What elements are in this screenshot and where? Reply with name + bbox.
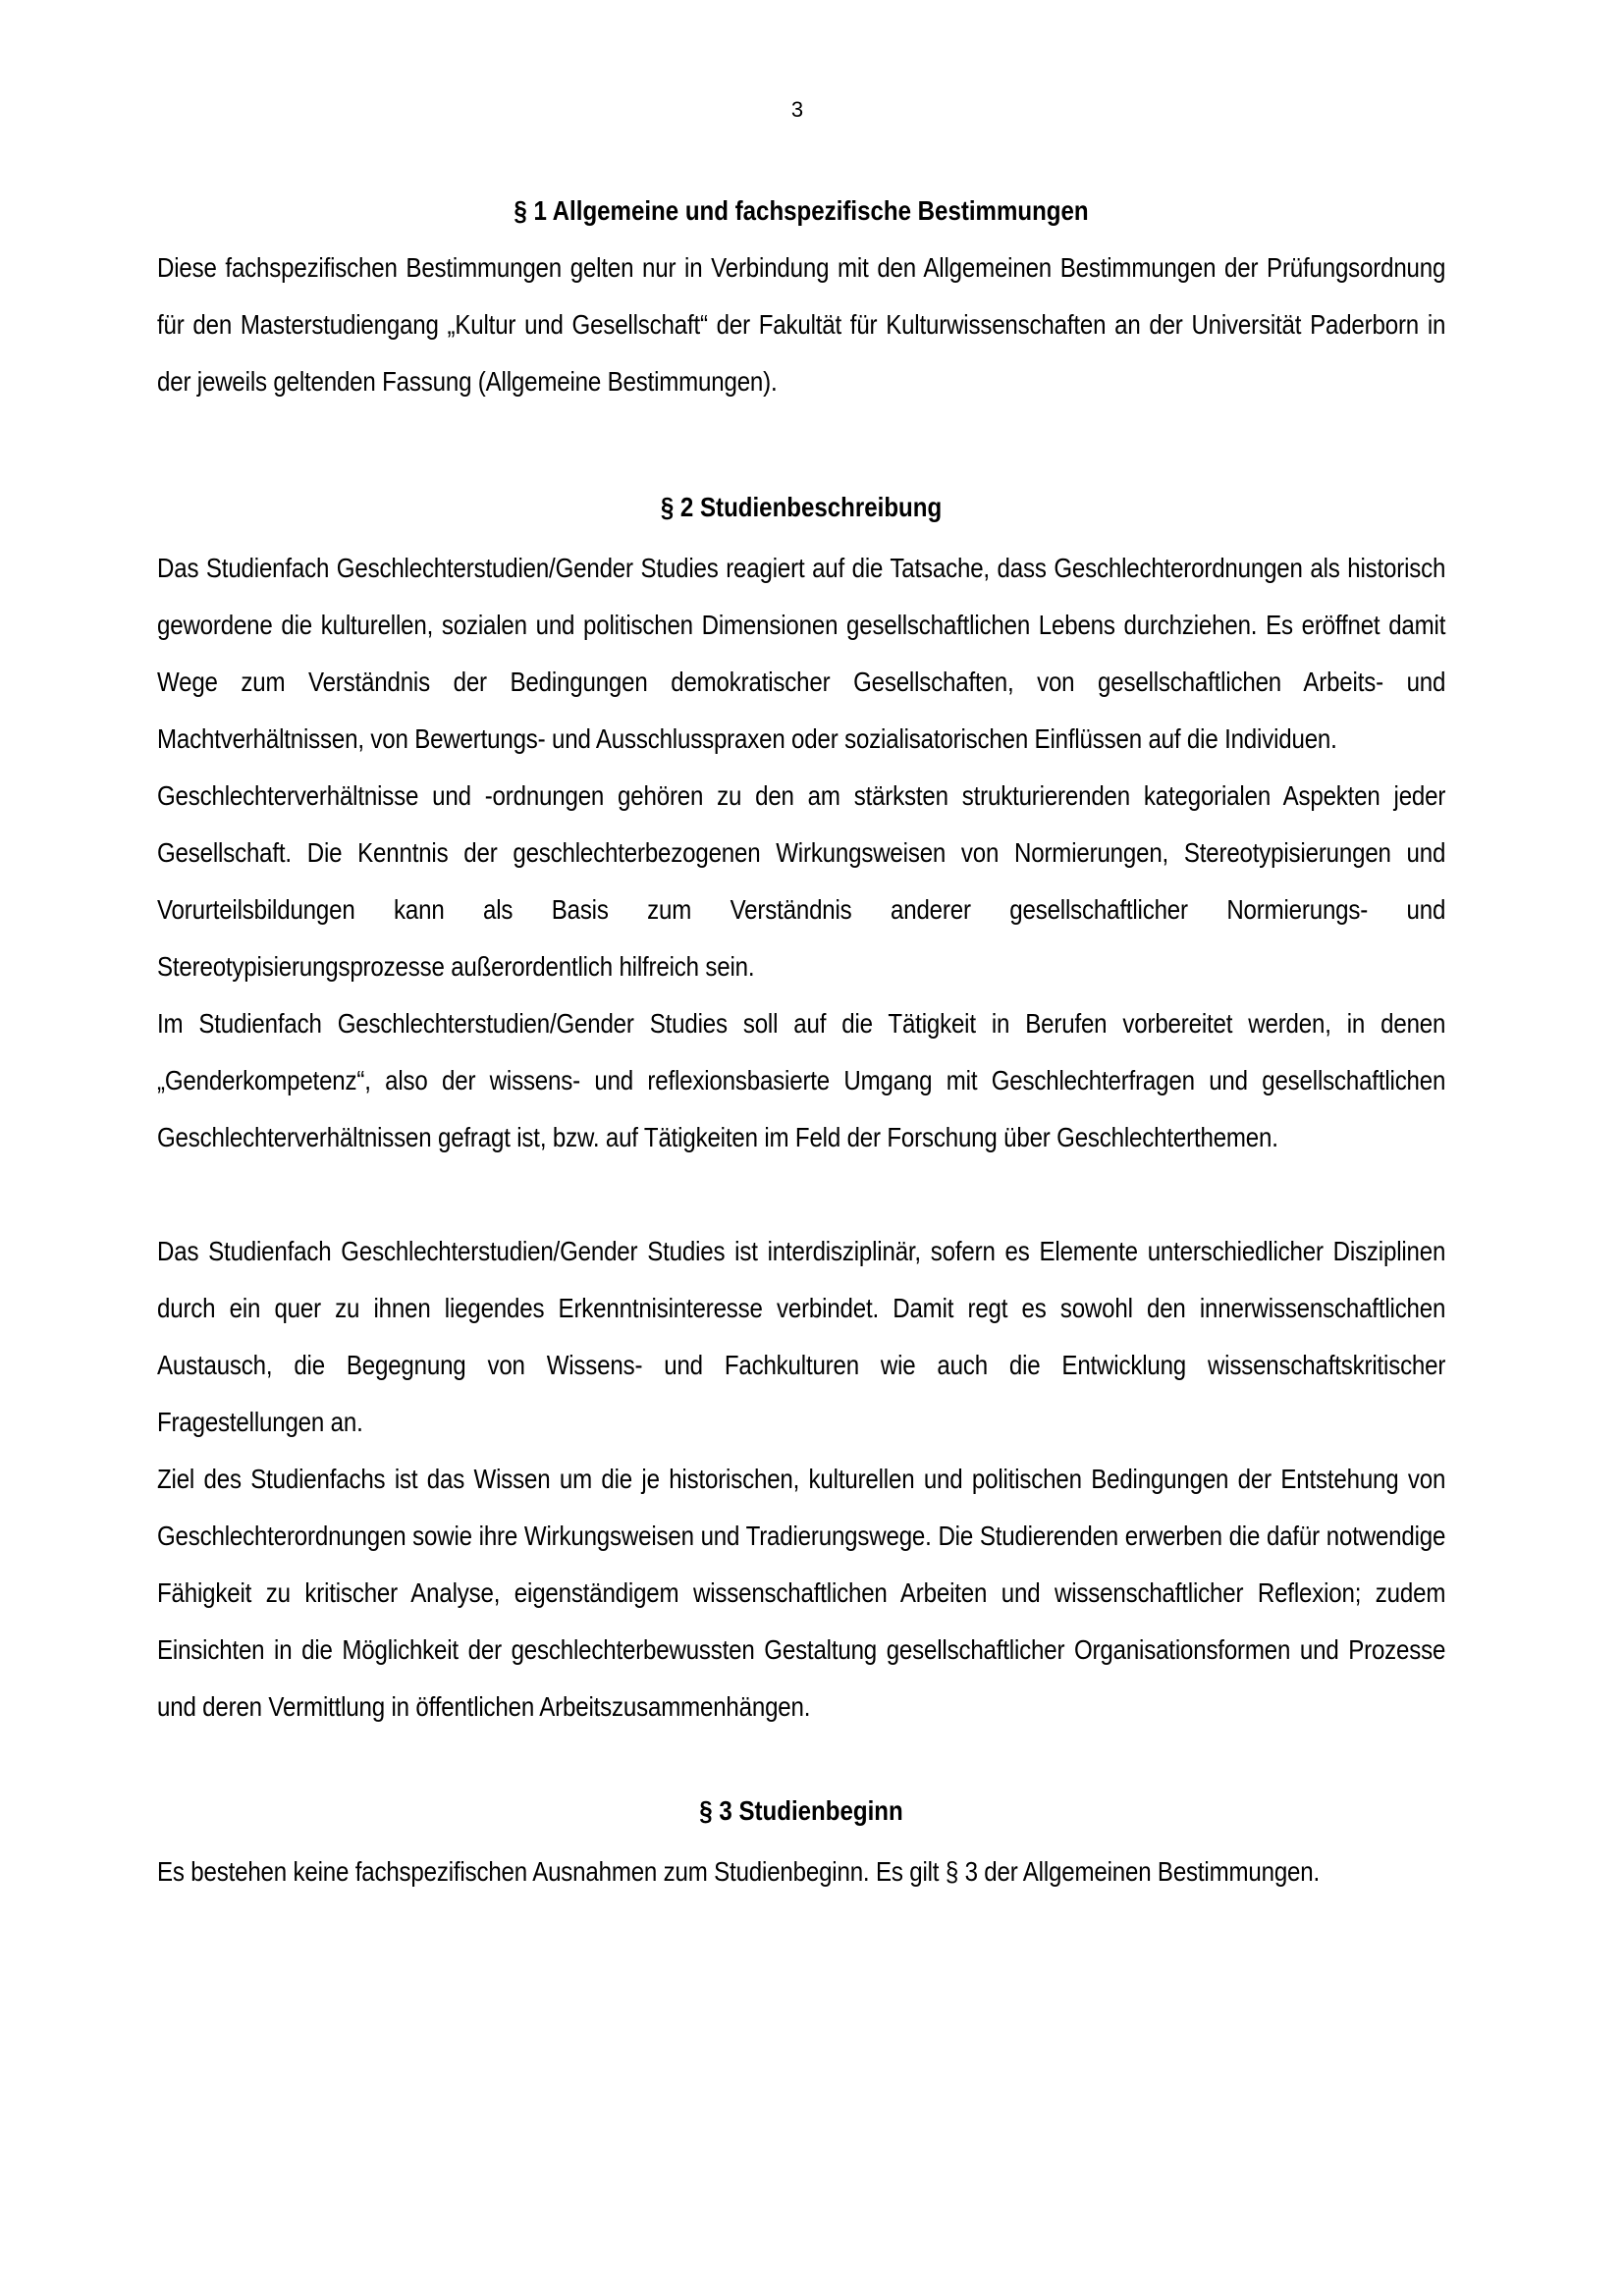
section-1-paragraph-1 bbox=[157, 240, 1445, 410]
document-body bbox=[157, 192, 1445, 1900]
section-2 bbox=[157, 489, 1445, 1735]
section-3-paragraph-1 bbox=[157, 1843, 1445, 1900]
section-2-paragraph-5 bbox=[157, 1451, 1445, 1735]
section-3 bbox=[157, 1792, 1445, 1900]
section-2-heading: § 2 Studienbeschreibung bbox=[660, 492, 943, 522]
page-number: 3 bbox=[790, 97, 804, 122]
section-2-paragraph-3 bbox=[157, 995, 1445, 1166]
section-2-paragraph-1-text: Das Studienfach Geschlechterstudien/Gender Studies reagiert auf die Tatsache, dass Geschlechterordnungen als historisch gewordene die kulturellen, sozialen und politischen Dimensionen gesellschaftlichen Lebens durchziehen. Es eröffnet damit Wege zum Verständnis der Bedingungen demokratischer Gesellschaften, von gesellschaftlichen Arbeits- und Machtverhältnissen, von Bewertungs- und Ausschlusspraxen oder sozialisatorischen Einflüssen auf die Individuen. bbox=[157, 553, 1446, 754]
section-3-heading: § 3 Studienbeginn bbox=[699, 1795, 903, 1826]
section-1-heading: § 1 Allgemeine und fachspezifische Bestimmungen bbox=[514, 195, 1089, 226]
section-2-paragraph-4-text: Das Studienfach Geschlechterstudien/Gender Studies ist interdisziplinär, sofern es Elemente unterschiedlicher Disziplinen durch ein quer zu ihnen liegendes Erkenntnisinteresse verbindet. Damit regt es sowohl den innerwissenschaftlichen Austausch, die Begegnung von Wissens- und Fachkulturen wie auch die Entwicklung wissenschaftskritischer Fragestellungen an. bbox=[157, 1236, 1446, 1437]
section-2-paragraph-4 bbox=[157, 1223, 1445, 1451]
section-2-paragraph-1 bbox=[157, 540, 1445, 768]
section-1 bbox=[157, 192, 1445, 410]
paragraph-spacer bbox=[157, 1166, 1445, 1223]
section-2-paragraph-3-text: Im Studienfach Geschlechterstudien/Gender Studies soll auf die Tätigkeit in Berufen vorbereitet werden, in denen „Genderkompetenz“, also der wissens- und reflexionsbasierte Umgang mit Geschlechterfragen und gesellschaftlichen Geschlechterverhältnissen gefragt ist, bzw. auf Tätigkeiten im Feld der Forschung über Geschlechterthemen. bbox=[157, 1008, 1446, 1152]
section-2-paragraph-5-text: Ziel des Studienfachs ist das Wissen um die je historischen, kulturellen und politischen Bedingungen der Entstehung von Geschlechterordnungen sowie ihre Wirkungsweisen und Tradierungswege. Die Studierenden erwerben die dafür notwendige Fähigkeit zu kritischer Analyse, eigenständigem wissenschaftlichen Arbeiten und wissenschaftlicher Reflexion; zudem Einsichten in die Möglichkeit der geschlechterbewussten Gestaltung gesellschaftlicher Organisationsformen und Prozesse und deren Vermittlung in öffentlichen Arbeitszusammenhängen. bbox=[157, 1464, 1446, 1722]
section-3-paragraph-1-text: Es bestehen keine fachspezifischen Ausnahmen zum Studienbeginn. Es gilt § 3 der Allgemeinen Bestimmungen. bbox=[157, 1856, 1321, 1887]
section-1-paragraph-1-text: Diese fachspezifischen Bestimmungen gelten nur in Verbindung mit den Allgemeinen Bestimmungen der Prüfungsordnung für den Masterstudiengang „Kultur und Gesellschaft“ der Fakultät für Kulturwissenschaften an der Universität Paderborn in der jeweils geltenden Fassung (Allgemeine Bestimmungen). bbox=[157, 252, 1446, 397]
section-2-paragraph-2-text: Geschlechterverhältnisse und -ordnungen gehören zu den am stärksten strukturierenden kategorialen Aspekten jeder Gesellschaft. Die Kenntnis der geschlechterbezogenen Wirkungsweisen von Normierungen, Stereotypisierungen und Vorurteilsbildungen kann als Basis zum Verständnis anderer gesellschaftlicher Normierungs- und Stereotypisierungsprozesse außerordentlich hilfreich sein. bbox=[157, 780, 1446, 982]
section-2-paragraph-2 bbox=[157, 768, 1445, 995]
